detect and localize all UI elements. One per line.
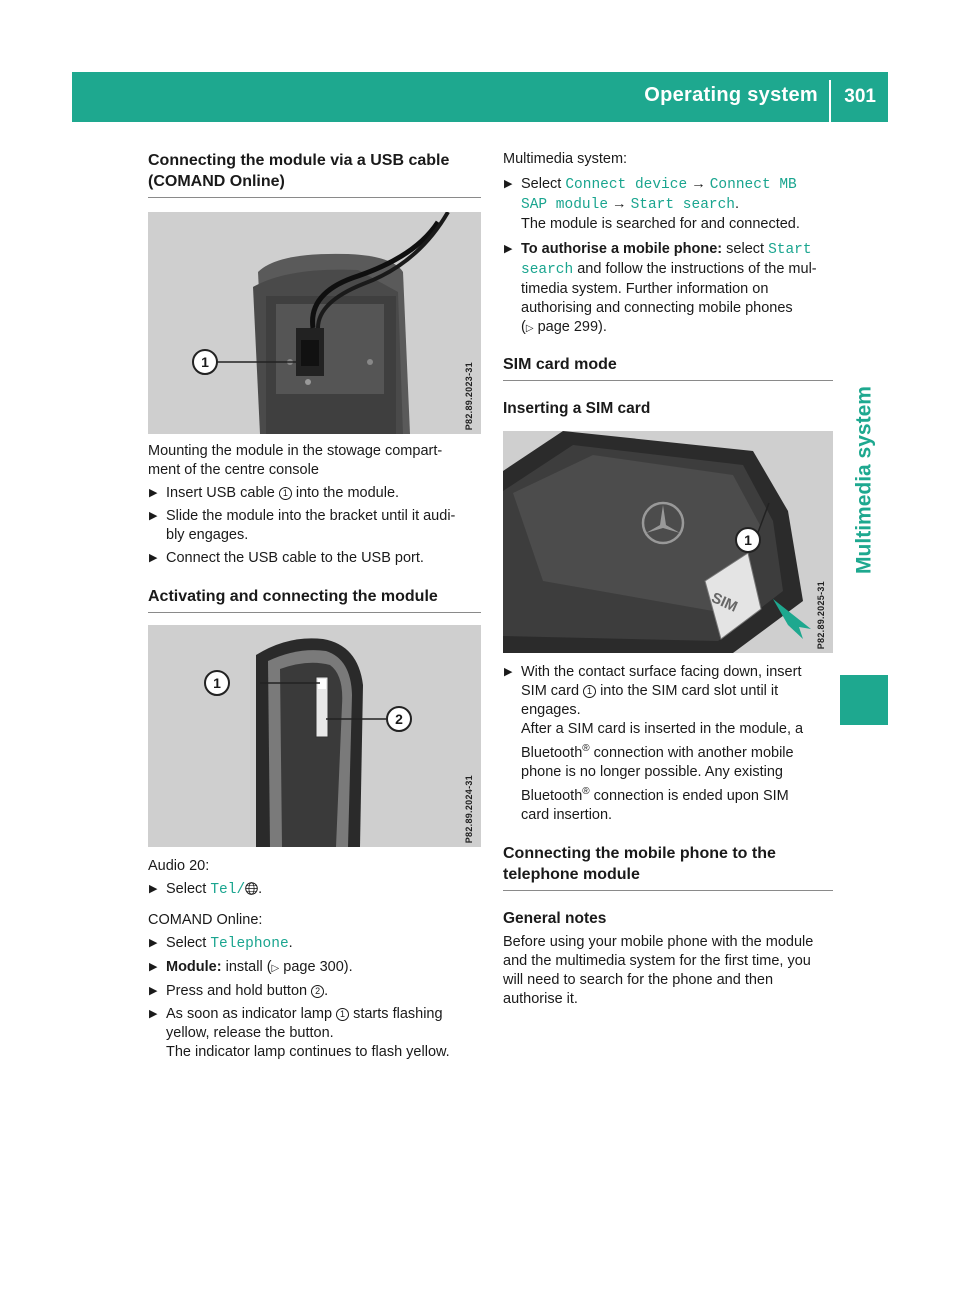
step-arrow-icon: ▶ [149, 883, 158, 895]
step-text: . [258, 881, 263, 897]
mounting-text: ment of the centre console [148, 462, 319, 478]
right-column [503, 150, 833, 1009]
step-text: connection with another mobile [589, 744, 794, 761]
connect-device-menu-item[interactable]: Connect device [565, 177, 688, 193]
general-text: and the multimedia system for the first time, you [503, 952, 811, 969]
section-title: Operating system [644, 84, 818, 106]
heading-line: SIM card mode [503, 356, 617, 373]
general-text: authorise it. [503, 990, 578, 1007]
heading-line: (COMAND Online) [148, 173, 285, 190]
step-text: Insert USB cable [166, 485, 279, 501]
mounting-text: Mounting the module in the stowage compart- [148, 443, 443, 459]
step-arrow-icon: ▶ [149, 487, 158, 499]
step-select-telephone [148, 934, 481, 954]
header-divider [829, 80, 831, 122]
step-arrow-icon: ▶ [504, 243, 513, 255]
step-text: ( [521, 319, 526, 335]
step-arrow-icon: ▶ [504, 178, 513, 190]
sim-card-label: SIM [708, 589, 740, 616]
sim-section-heading [503, 354, 833, 381]
comand-label: COMAND Online: [148, 912, 263, 928]
step-press [148, 982, 481, 1001]
usb-section-heading [148, 150, 481, 198]
side-tab-marker [840, 675, 888, 725]
step-arrow-icon: ▶ [504, 666, 513, 678]
inserting-heading: Inserting a SIM card [503, 400, 651, 417]
usb-module-photo [148, 212, 481, 434]
step-text: Bluetooth [521, 744, 583, 761]
connecting-section-heading [503, 843, 833, 891]
step-text: . [324, 983, 329, 999]
step-text: engages. [521, 702, 581, 718]
module-button-photo [148, 625, 481, 847]
page-ref-triangle-icon: ▷ [525, 323, 534, 334]
step-text: . [288, 935, 293, 951]
side-tab-label: Multimedia system [852, 386, 876, 574]
step-insert [148, 484, 481, 503]
step-text: and follow the instructions of the mul- [573, 261, 817, 277]
general-notes-heading: General notes [503, 909, 607, 927]
step-text: After a SIM card is inserted in the module, a [521, 721, 804, 737]
page-number: 301 [844, 86, 876, 107]
step-sim-insert [503, 663, 833, 825]
step-text: As soon as indicator lamp [166, 1006, 337, 1022]
connect-mb-menu-item[interactable]: Connect MB [709, 177, 797, 193]
step-arrow-icon: ▶ [149, 937, 158, 949]
step-text: bly engages. [166, 527, 249, 543]
step-text: The indicator lamp continues to flash yellow. [166, 1044, 450, 1060]
step-text: . [735, 196, 740, 212]
multimedia-label: Multimedia system: [503, 151, 628, 167]
step-text: into the module. [291, 485, 400, 501]
step-text: Press and hold button [166, 983, 312, 999]
step-text: starts flashing [349, 1006, 443, 1022]
step-connect-device [503, 175, 833, 234]
page-ref-link[interactable]: page 299). [533, 319, 607, 335]
step-text: The module is searched for and connected. [521, 216, 800, 232]
step-slide [148, 507, 481, 545]
step-text: timedia system. Further information on [521, 281, 769, 297]
activating-section-heading [148, 586, 481, 613]
step-text: Bluetooth [521, 787, 583, 804]
step-text: With the contact surface facing down, insert [521, 664, 802, 680]
step-arrow-icon: ▶ [149, 510, 158, 522]
search-menu-item[interactable]: search [521, 262, 574, 278]
step-text: select [722, 241, 769, 257]
sim-insert-photo [503, 431, 833, 653]
callout-1: 1 [735, 527, 761, 553]
callout-number: 1 [583, 685, 596, 698]
general-text: Before using your mobile phone with the module [503, 933, 814, 950]
step-indicator [148, 1005, 481, 1062]
arrow-text: → [608, 196, 631, 212]
audio-label: Audio 20: [148, 858, 210, 874]
page-ref-triangle-icon: ▷ [271, 963, 280, 974]
arrow-text: → [687, 176, 710, 192]
heading-line: Connecting the mobile phone to the [503, 844, 776, 862]
sap-module-menu-item[interactable]: SAP module [521, 197, 609, 213]
step-text: authorising and connecting mobile phones [521, 300, 793, 316]
callout-number: 1 [336, 1008, 349, 1021]
heading-line: telephone module [503, 865, 640, 883]
registered-mark: ® [582, 743, 590, 754]
side-tab [840, 300, 888, 660]
figure-code: P82.89.2023-31 [464, 361, 474, 430]
step-text: Connect the USB cable to the USB port. [166, 550, 424, 566]
step-text: connection is ended upon SIM [589, 787, 789, 804]
globe-icon [245, 882, 258, 901]
figure-code: P82.89.2025-31 [816, 580, 826, 649]
step-text: Slide the module into the bracket until it audi- [166, 508, 456, 524]
step-text: install ( [221, 959, 272, 975]
page-ref-link[interactable]: page 300). [279, 959, 353, 975]
step-connect [148, 549, 481, 568]
step-arrow-icon: ▶ [149, 552, 158, 564]
callout-1: 1 [192, 349, 218, 375]
step-text: SIM card [521, 683, 584, 699]
step-authorise [503, 240, 833, 338]
step-text: into the SIM card slot until it [596, 683, 779, 699]
step-text: card insertion. [521, 806, 613, 823]
telephone-menu-item[interactable]: Telephone [210, 936, 289, 952]
callout-2: 2 [386, 706, 412, 732]
page-header [72, 72, 888, 122]
step-text: phone is no longer possible. Any existing [521, 763, 783, 780]
step-arrow-icon: ▶ [149, 1008, 158, 1020]
step-module [148, 958, 481, 978]
start-menu-item[interactable]: Start [768, 242, 812, 258]
step-arrow-icon: ▶ [149, 961, 158, 973]
heading-line: Activating and connecting the module [148, 588, 438, 605]
figure-code: P82.89.2024-31 [464, 774, 474, 843]
heading-line: Connecting the module via a USB cable [148, 152, 450, 169]
callout-number: 2 [311, 985, 324, 998]
step-bold: Module: [166, 959, 222, 975]
start-search-menu-item[interactable]: Start search [630, 197, 735, 213]
step-arrow-icon: ▶ [149, 985, 158, 997]
step-text: yellow, release the button. [166, 1025, 334, 1041]
step-bold: To authorise a mobile phone: [521, 241, 723, 257]
general-text: will need to search for the phone and then [503, 971, 774, 988]
callout-1: 1 [204, 670, 230, 696]
step-select-tel [148, 880, 481, 901]
tel-menu-item[interactable]: Tel/ [210, 882, 246, 898]
step-text: Select [166, 935, 211, 951]
registered-mark: ® [582, 785, 590, 797]
step-text: Select [166, 881, 211, 897]
left-column [148, 150, 481, 1062]
step-text: Select [521, 176, 566, 192]
callout-number: 1 [279, 487, 292, 500]
